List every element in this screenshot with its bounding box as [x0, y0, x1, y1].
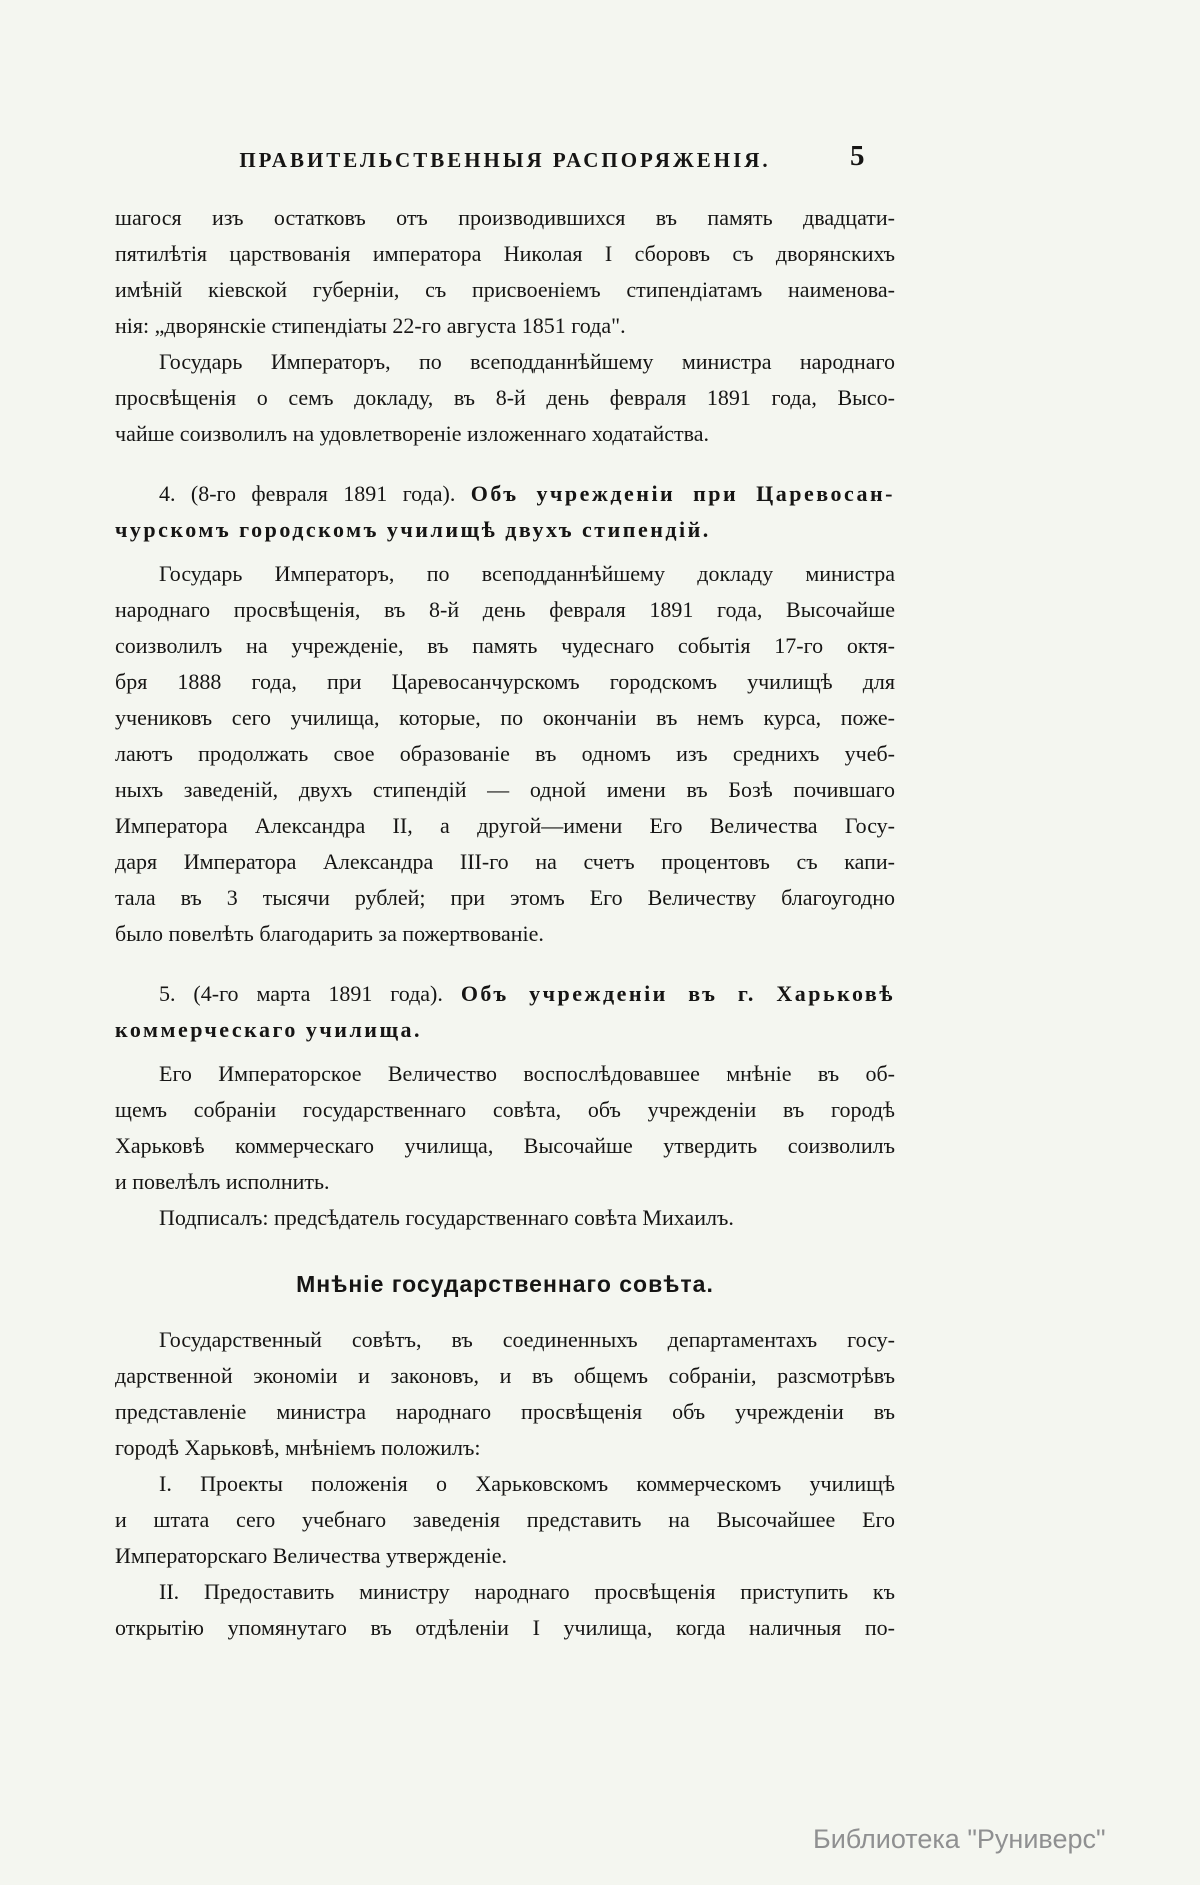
text-line [115, 1092, 895, 1128]
text-line [115, 772, 895, 808]
body-text: пятилѣтія царствованія императора Николая I сборовъ съ дворянскихъ [115, 241, 895, 266]
body-text: соизволилъ на учрежденіе, въ память чудеснаго событія 17-го октя- [115, 633, 895, 658]
body-text: Государь Императоръ, по всеподданнѣйшему министра народнаго [159, 349, 895, 374]
body-text: и штата сего учебнаго заведенія представить на Высочайшее Его [115, 1507, 895, 1532]
text-line [115, 380, 895, 416]
body-text: щемъ собраніи государственнаго совѣта, объ учрежденіи въ городѣ [115, 1097, 895, 1122]
body-text: 5. (4-го марта 1891 года). [159, 981, 461, 1006]
library-watermark: Библиотека "Руниверс" [813, 1824, 1106, 1854]
text-line [115, 1538, 895, 1574]
body-text: Его Императорское Величество воспослѣдовавшее мнѣніе въ об- [159, 1061, 895, 1086]
body-text: было повелѣть благодарить за пожертвованіе. [115, 921, 544, 946]
paragraph [115, 344, 895, 452]
body-text: тала въ 3 тысячи рублей; при этомъ Его Величеству благоугодно [115, 885, 895, 910]
paragraph [115, 200, 895, 344]
body-text: Императора Александра II, а другой—имени Его Величества Госу- [115, 813, 895, 838]
body-text: городѣ Харьковѣ, мнѣніемъ положилъ: [115, 1435, 481, 1460]
text-line [115, 1574, 895, 1610]
body-text: чайше соизволилъ на удовлетвореніе изложеннаго ходатайства. [115, 421, 709, 446]
body-text: дарственной экономіи и законовъ, и въ общемъ собраніи, разсмотрѣвъ [115, 1363, 895, 1388]
text-line [115, 1502, 895, 1538]
text-line [115, 808, 895, 844]
text-line [115, 628, 895, 664]
body-text: шагося изъ остатковъ отъ производившихся въ память двадцати- [115, 205, 895, 230]
text-line [115, 200, 895, 236]
body-text: ныхъ заведеній, двухъ стипендій — одной имени въ Бозѣ почившаго [115, 777, 895, 802]
body-text: II. Предоставить министру народнаго просвѣщенія приступить къ [159, 1579, 895, 1604]
paragraph [115, 1200, 895, 1236]
text-line [115, 880, 895, 916]
emphasized-text: Объ учрежденіи при Царевосан- [470, 481, 895, 506]
section-heading [115, 476, 895, 548]
text-line [115, 1358, 895, 1394]
body-text: I. Проекты положенія о Харьковскомъ коммерческомъ училищѣ [159, 1471, 895, 1496]
text-line [115, 1466, 895, 1502]
section-heading [115, 976, 895, 1048]
body-text: и повелѣлъ исполнить. [115, 1169, 330, 1194]
body-text: нія: „дворянскіе стипендіаты 22-го августа 1851 года". [115, 313, 626, 338]
centered-heading: Мнѣніе государственнаго совѣта. [296, 1271, 714, 1297]
body-text: бря 1888 года, при Царевосанчурскомъ городскомъ училищѣ для [115, 669, 895, 694]
text-line [115, 664, 895, 700]
text-line [115, 976, 895, 1012]
emphasized-text: Объ учрежденіи въ г. Харьковѣ [460, 981, 895, 1006]
body-text: просвѣщенія о семъ докладу, въ 8-й день февраля 1891 года, Высо- [115, 385, 895, 410]
text-line [115, 512, 895, 548]
body-text: Харьковѣ коммерческаго училища, Высочайше утвердить соизволилъ [115, 1133, 895, 1158]
paragraph [115, 1322, 895, 1466]
page-body [115, 200, 895, 1646]
text-line [115, 416, 895, 452]
body-text: Государь Императоръ, по всеподданнѣйшему докладу министра [159, 561, 895, 586]
text-line [115, 1430, 895, 1466]
text-line [115, 1164, 895, 1200]
text-line [115, 1610, 895, 1646]
text-line [115, 1128, 895, 1164]
body-text: Государственный совѣтъ, въ соединенныхъ департаментахъ госу- [159, 1327, 895, 1352]
page-number: 5 [850, 140, 865, 172]
text-line [115, 272, 895, 308]
body-text: лаютъ продолжать свое образованіе въ одномъ изъ среднихъ учеб- [115, 741, 895, 766]
paragraph [115, 1466, 895, 1574]
body-text: народнаго просвѣщенія, въ 8-й день февраля 1891 года, Высочайше [115, 597, 895, 622]
text-line [115, 844, 895, 880]
body-text: имѣній кіевской губерніи, съ присвоеніемъ стипендіатамъ наименова- [115, 277, 895, 302]
body-text: даря Императора Александра III-го на счетъ процентовъ съ капи- [115, 849, 895, 874]
body-text: открытію упомянутаго въ отдѣленіи I училища, когда наличныя по- [115, 1615, 895, 1640]
body-text: учениковъ сего училища, которые, по окончаніи въ немъ курса, поже- [115, 705, 895, 730]
body-text: 4. (8-го февраля 1891 года). [159, 481, 471, 506]
paragraph [115, 556, 895, 952]
text-line [115, 736, 895, 772]
text-line [115, 308, 895, 344]
text-line [115, 1322, 895, 1358]
text-line [115, 236, 895, 272]
text-line [115, 344, 895, 380]
text-line [115, 1012, 895, 1048]
body-text: Императорскаго Величества утвержденіе. [115, 1543, 507, 1568]
running-header: ПРАВИТЕЛЬСТВЕННЫЯ РАСПОРЯЖЕНІЯ. [239, 148, 771, 172]
text-line [115, 700, 895, 736]
text-line [115, 916, 895, 952]
text-line [115, 1394, 895, 1430]
emphasized-text: чурскомъ городскомъ училищѣ двухъ стипендій. [115, 517, 711, 542]
paragraph [115, 1574, 895, 1646]
emphasized-text: коммерческаго училища. [115, 1017, 423, 1042]
text-line [115, 1056, 895, 1092]
body-text: Подписалъ: предсѣдатель государственнаго совѣта Михаилъ. [159, 1205, 734, 1230]
text-line [115, 556, 895, 592]
text-line [115, 476, 895, 512]
text-line [115, 1200, 895, 1236]
paragraph [115, 1056, 895, 1200]
body-text: представленіе министра народнаго просвѣщенія объ учрежденіи въ [115, 1399, 895, 1424]
text-line [115, 592, 895, 628]
